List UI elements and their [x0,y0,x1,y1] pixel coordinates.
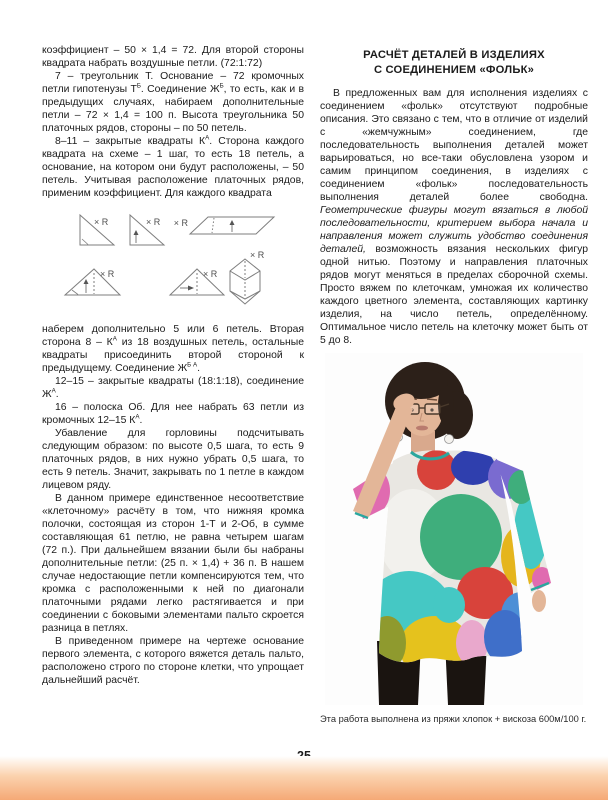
diagram-label: × R [250,250,265,260]
diagram-shapes [42,207,304,312]
diagram-parallelogram [190,217,274,234]
diagram-label: × R [146,217,161,227]
section-heading-line2: С СОЕДИНЕНИЕМ «ФОЛЬК» [373,64,535,76]
paragraph: В данном примере единственное несоответствие «клеточному» расчёту в том, что нижняя кромка полочки, состоящая из сторон 1-Т и 2-Об, в сумме составляющая 61 петлю, не равна четырем шагам (72 п.). При дальнейшем вязании были бы набраны дополнительные петли: (25 п. × 1,4) + 36 п. В нашем случае недостающие петли компенсируются тем, что кромка с расположенными к ней по диагонали платочными рядами легко растягивается и при соединении с боковыми элементами пальто скроется разница в петлях. [42,493,304,634]
left-text-bottom [42,323,304,687]
diagram-crystal [230,259,260,304]
portrait-photo [320,353,588,725]
paragraph: 12–15 – закрытые квадраты (18:1:18), соединение $Ж^А$. [42,376,304,400]
photo-earring-right [445,435,454,444]
paragraph: В предложенных вам для исполнения изделиях с соединением «фольк» отсутствуют подробные описания. Это связано с тем, что в отличие от изделий с «жемчужным» соединением, где последовательность выполнения деталей может варьироваться, но все-таки обусловлена узором и самим принципом соединения, в изделиях с соединением «фольк» последовательность выполнения деталей более свободна. Геометрические фигуры могут вязаться в любой последовательности, критерием выбора начала и направления может служить удобство соединения деталей, возможность вязания нескольких фигур одной нитью. Поэтому и направления платочных рядов могут меняться в пределах сборочной схемы. Просто вяжем по клеточкам, умножая их количество каждого цветного элемента, составляющих картинку изделия, на число петель, определённому. Оптимальное число петель на клеточку может быть от 5 до 8. [320,88,588,346]
paragraph: 7 – треугольник Т. Основание – 72 кромочных петли гипотенузы $Т^Б$. Соединение $Ж^Б$, то есть, как и в предыдущих случаях, набираем дополнительные петли – 72 × 1,4 = 100 п. Высота треугольника 50 платочных рядов, стороны – по 50 петель. [42,71,305,134]
knitting-diagram [42,207,304,317]
right-column [320,44,588,725]
diagram-label: × R [173,218,188,228]
paragraph: Убавление для горловины подсчитывать следующим образом: по высоте 0,5 шага, то есть 9 платочных рядов, в них нужно убрать 0,5 шага, то есть 9 петель. Значит, закрывать по 1 петле в каждом лицевом ряду. [42,428,304,491]
footer-gradient-bar [0,756,608,800]
right-text [320,87,588,347]
left-column [42,44,304,725]
section-heading-line1: РАСЧЁТ ДЕТАЛЕЙ В ИЗДЕЛИЯХ [363,49,545,61]
paragraph: 16 – полоска Об. Для нее набрать 63 петли из кромочных 12–15 $К^А$. [42,402,304,426]
diagram-label: × R [94,217,109,227]
diagram-label: × R [203,269,218,279]
paragraph: наберем дополнительно 5 или 6 петель. Вторая сторона $8 - К^А$ из 18 воздушных петель, остальные квадраты присоединить второй стороной к предыдущему. Соединение $Ж^{Б А}$. [42,324,304,374]
two-column-layout [42,44,588,725]
left-text-top [42,44,304,200]
paragraph: В приведенном примере на чертеже основание первого элемента, с которого вяжется деталь пальто, расположено строго по стороне клетки, что упрощает дальнейший расчёт. [42,636,304,686]
photo-right-hand [532,590,546,612]
diagram-label: × R [100,269,115,279]
photo-caption: Эта работа выполнена из пряжи хлопок + вискоза 600м/100 г. [320,714,587,724]
section-heading [320,48,588,78]
photo-woman-tunic [325,353,583,705]
paragraph: коэффициент – 50 × 1,4 = 72. Для второй стороны квадрата набрать воздушные петли. (72:1:72) [42,45,304,69]
paragraph: 8–11 – закрытые квадраты $К^А$. Сторона каждого квадрата на схеме – 1 шаг, то есть 18 петель, а основание, на котором они будут расположены, – 50 петель. Учитывая расположение платочных рядов, применим коэффициент. Для каждого квадрата [42,134,304,199]
